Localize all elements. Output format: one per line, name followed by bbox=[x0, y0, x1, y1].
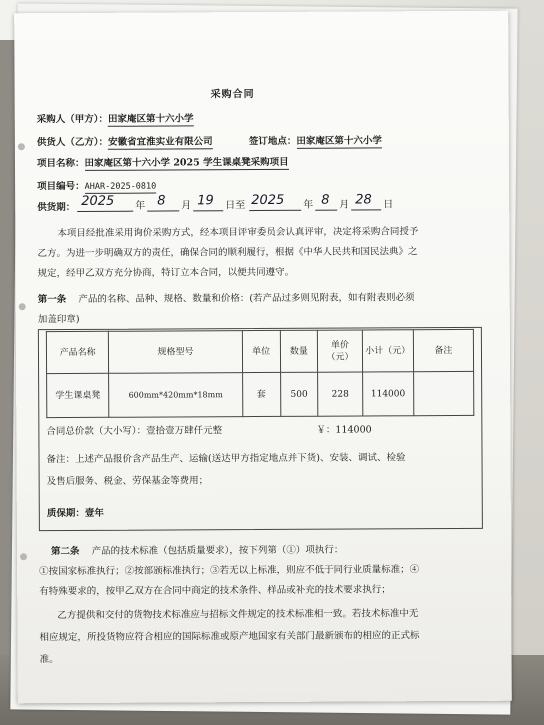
header-cell: 小计（元） bbox=[362, 330, 413, 372]
article2-line-5: 相应规定，所投货物应符合相应的国际标准或原产地国家有关部门最新颁布的相应的正式标 bbox=[39, 630, 420, 644]
underline bbox=[315, 210, 337, 211]
binding-hole bbox=[19, 303, 26, 310]
underline bbox=[147, 210, 179, 211]
delivery-label: 供货期： bbox=[37, 201, 76, 214]
table-cell: 228 bbox=[318, 372, 363, 416]
supplier-value: 安徽省宜淮实业有限公司 bbox=[108, 136, 213, 148]
project-name-value: 田家庵区第十六小学 2025 学生课桌凳采购项目 bbox=[84, 156, 289, 169]
header-cell: 备注 bbox=[413, 329, 473, 371]
binding-holes bbox=[14, 13, 32, 703]
sign-place-value: 田家庵区第十六小学 bbox=[296, 135, 382, 147]
header-cell: 单价（元） bbox=[318, 330, 363, 372]
project-no-label: 项目编号： bbox=[37, 180, 85, 193]
intro-line-2: 乙方。为进一步明确双方的责任，确保合同的顺利履行，根据《中华人民共和国民法典》之 bbox=[37, 246, 418, 260]
handwritten-start-year: 2025 bbox=[81, 193, 115, 209]
buyer-value: 田家庵区第十六小学 bbox=[107, 113, 194, 125]
article2-line-3: 有特殊要求的，按甲乙双方在合同中商定的技术条件、样品或补充的技术要求执行； bbox=[39, 584, 391, 598]
article1-line-2: 加盖印章) bbox=[37, 313, 80, 326]
project-no-value: AHAR-2025-0810 bbox=[84, 181, 157, 192]
table-row bbox=[47, 371, 474, 417]
contract-page bbox=[14, 11, 512, 704]
article1-heading: 第一条 bbox=[37, 294, 67, 306]
warranty-text: 质保期：壹年 bbox=[46, 507, 104, 520]
supplier-row bbox=[37, 135, 213, 149]
page-title: 采购合同 bbox=[210, 89, 255, 101]
binding-hole bbox=[20, 553, 27, 560]
table-cell bbox=[413, 371, 473, 415]
buyer-label: 采购人（甲方）： bbox=[36, 113, 109, 126]
underline bbox=[249, 210, 301, 211]
handwritten-end-month: 8 bbox=[321, 192, 330, 208]
handwritten-end-year: 2025 bbox=[251, 192, 285, 209]
article2-line-2: ①按国家标准执行；②按部颁标准执行；③若无以上标准，则应不低于同行业质量标准；④ bbox=[39, 564, 420, 578]
total-price-value: ￥：114000 bbox=[316, 424, 372, 436]
underline bbox=[351, 209, 381, 210]
note-line-2: 及售后服务、税金、劳保基金等费用； bbox=[46, 475, 209, 488]
table-cell: 学生课桌凳 bbox=[47, 373, 109, 417]
header-cell: 数量 bbox=[280, 330, 318, 372]
year-char: 年 bbox=[135, 200, 146, 212]
header-cell: 单位 bbox=[242, 330, 280, 372]
handwritten-end-day: 28 bbox=[355, 192, 372, 208]
project-no-row bbox=[37, 180, 156, 195]
underline bbox=[77, 211, 133, 212]
intro-line-1: 本项目经批准采用询价采购方式，经本项目评审委员会认真评审，决定将采购合同授予 bbox=[57, 226, 419, 240]
intro-line-3: 规定，经甲乙双方充分协商，特订立本合同，以便共同遵守。 bbox=[37, 266, 295, 280]
header-cell: 产品名称 bbox=[46, 331, 108, 373]
article2-line-1 bbox=[51, 544, 343, 559]
binding-hole bbox=[18, 143, 25, 150]
total-price-text: 合同总价款（大小写）：壹拾壹万肆仟元整 bbox=[46, 425, 223, 438]
table-header-row bbox=[46, 329, 473, 373]
table-cell: 600mm*420mm*18mm bbox=[109, 373, 243, 418]
month-char: 月 bbox=[181, 200, 192, 212]
handwritten-start-month: 8 bbox=[157, 193, 166, 209]
article2-line-4: 乙方提供和交付的货物技术标准应与招标文件规定的技术标准相一致。若技术标准中无 bbox=[57, 608, 419, 622]
article2-text: 产品的技术标准（包括质量要求），按下列第（①）项执行： bbox=[91, 544, 344, 557]
article1-text: 产品的名称、品种、规格、数量和价格：(若产品过多则见附表，如有附表则必须 bbox=[78, 292, 415, 305]
buyer-row bbox=[37, 112, 194, 126]
supplier-label: 供货人（乙方）： bbox=[36, 136, 109, 149]
table-cell: 500 bbox=[280, 372, 318, 416]
table-cell: 114000 bbox=[362, 372, 413, 416]
note-line-1: 备注：上述产品报价含产品生产、运输(送达甲方指定地点并下货)、安装、调试、检验 bbox=[46, 452, 406, 466]
sign-place-row bbox=[249, 134, 382, 148]
article2-line-6: 准。 bbox=[39, 654, 59, 666]
sign-place-label: 签订地点： bbox=[248, 135, 297, 148]
to-text: 日至 bbox=[225, 200, 246, 212]
project-name-row bbox=[37, 156, 289, 170]
day-char: 日 bbox=[383, 199, 394, 211]
project-name-label: 项目名称： bbox=[36, 157, 85, 170]
article1-line-1 bbox=[38, 291, 415, 306]
product-table bbox=[46, 329, 474, 418]
month-char: 月 bbox=[339, 199, 350, 211]
article2-heading: 第二条 bbox=[50, 545, 80, 558]
handwritten-start-day: 19 bbox=[197, 193, 214, 209]
header-cell: 规格型号 bbox=[109, 331, 243, 374]
underline bbox=[193, 210, 223, 211]
table-cell: 套 bbox=[242, 372, 280, 416]
year-char: 年 bbox=[303, 199, 314, 211]
